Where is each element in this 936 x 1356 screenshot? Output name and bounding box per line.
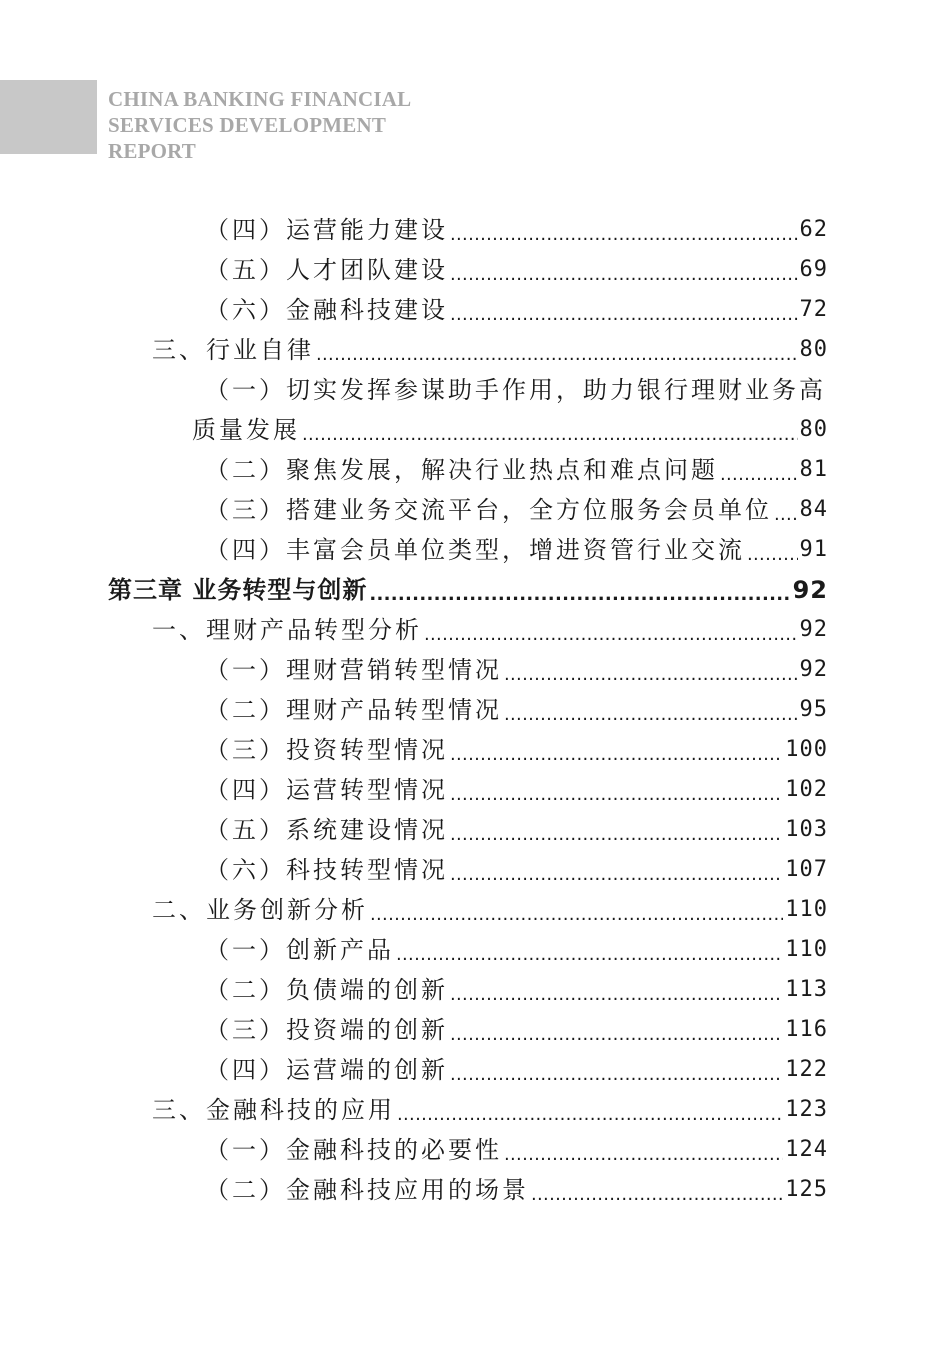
toc-entry-page: 113 <box>785 977 828 1002</box>
toc-entry-page: 80 <box>799 337 828 362</box>
toc-leader-dots <box>450 774 783 806</box>
toc-entry-title: 二、业务创新分析 <box>152 896 368 924</box>
toc-entry-page: 107 <box>785 857 828 882</box>
toc-leader-dots <box>774 494 798 526</box>
toc-leader-dots <box>504 694 798 726</box>
toc-entry[interactable] <box>205 926 828 966</box>
toc-entry-page: 103 <box>785 817 828 842</box>
toc-leader-dots <box>370 894 783 926</box>
toc-entry[interactable] <box>205 446 828 486</box>
toc-entry-page: 92 <box>799 657 828 682</box>
toc-entry[interactable] <box>205 1046 828 1086</box>
toc-leader-dots <box>450 214 798 246</box>
toc-entry-page: 95 <box>799 697 828 722</box>
toc-entry[interactable] <box>205 846 828 886</box>
toc-entry[interactable] <box>152 606 828 646</box>
toc-entry[interactable] <box>205 726 828 766</box>
toc-entry-title: （三）搭建业务交流平台，全方位服务会员单位 <box>205 496 772 524</box>
toc-entry-title: （二）聚焦发展，解决行业热点和难点问题 <box>205 456 718 484</box>
toc-entry-title: （四）运营转型情况 <box>205 776 448 804</box>
toc-entry-title: （四）运营能力建设 <box>205 216 448 244</box>
toc-leader-dots <box>504 654 798 686</box>
toc-entry-title: （一）理财营销转型情况 <box>205 656 502 684</box>
running-header <box>108 86 411 164</box>
toc-leader-dots <box>369 574 790 606</box>
toc-entry-title: 一、理财产品转型分析 <box>152 616 422 644</box>
toc-entry-title: （一）切实发挥参谋助手作用，助力银行理财业务高 <box>205 376 826 404</box>
toc-entry-title: （六）金融科技建设 <box>205 296 448 324</box>
toc-entry-title: （三）投资转型情况 <box>205 736 448 764</box>
toc-leader-dots <box>747 534 798 566</box>
toc-entry-page: 124 <box>785 1137 828 1162</box>
toc-entry-page: 125 <box>785 1177 828 1202</box>
toc-entry[interactable] <box>205 1166 828 1206</box>
toc-chapter-entry[interactable] <box>108 566 828 606</box>
toc-entry-title: （五）人才团队建设 <box>205 256 448 284</box>
toc-entry-page: 84 <box>799 497 828 522</box>
toc-entry-page: 91 <box>799 537 828 562</box>
toc-entry-title: 第三章 业务转型与创新 <box>108 576 368 604</box>
toc-entry-page: 110 <box>785 937 828 962</box>
toc-leader-dots <box>397 1094 783 1126</box>
toc-entry-title: 三、行业自律 <box>152 336 314 364</box>
toc-leader-dots <box>450 1054 783 1086</box>
toc-entry-title: （一）创新产品 <box>205 936 394 964</box>
toc-entry-page: 92 <box>799 617 828 642</box>
toc-leader-dots <box>450 974 783 1006</box>
toc-entry[interactable] <box>152 886 828 926</box>
toc-entry[interactable] <box>205 806 828 846</box>
toc-entry-page: 72 <box>799 297 828 322</box>
toc-leader-dots <box>316 334 798 366</box>
toc-leader-dots <box>450 1014 783 1046</box>
toc-entry[interactable] <box>205 486 828 526</box>
toc-entry-page: 116 <box>785 1017 828 1042</box>
toc-entry-title: （六）科技转型情况 <box>205 856 448 884</box>
toc-leader-dots <box>450 854 783 886</box>
toc-entry[interactable] <box>152 1086 828 1126</box>
toc-entry-title: （二）金融科技应用的场景 <box>205 1176 529 1204</box>
toc-entry[interactable] <box>205 966 828 1006</box>
toc-entry-page: 80 <box>799 417 828 442</box>
toc-entry-title: （三）投资端的创新 <box>205 1016 448 1044</box>
toc-entry[interactable] <box>205 246 828 286</box>
toc-leader-dots <box>424 614 798 646</box>
toc-entry-page: 122 <box>785 1057 828 1082</box>
toc-leader-dots <box>450 814 783 846</box>
running-header-line: CHINA BANKING FINANCIAL <box>108 87 412 111</box>
toc-entry-title: （一）金融科技的必要性 <box>205 1136 502 1164</box>
toc-entry[interactable] <box>205 206 828 246</box>
toc-leader-dots <box>720 454 798 486</box>
toc-entry-title: （二）理财产品转型情况 <box>205 696 502 724</box>
toc-entry-title: 质量发展 <box>192 416 300 444</box>
toc-entry-title: （五）系统建设情况 <box>205 816 448 844</box>
header-gray-block <box>0 80 97 154</box>
toc-leader-dots <box>302 414 798 446</box>
toc-entry[interactable] <box>205 686 828 726</box>
toc-entry-page: 110 <box>785 897 828 922</box>
toc-leader-dots <box>450 254 798 286</box>
toc-entry-page: 62 <box>799 217 828 242</box>
toc-entry-page: 123 <box>785 1097 828 1122</box>
toc-entry-page: 81 <box>799 457 828 482</box>
toc-leader-dots <box>450 734 783 766</box>
toc-leader-dots <box>450 294 798 326</box>
toc-entry-title: （二）负债端的创新 <box>205 976 448 1004</box>
running-header-line: SERVICES DEVELOPMENT <box>108 113 387 137</box>
toc-entry[interactable] <box>205 366 828 406</box>
toc-entry-title: 三、金融科技的应用 <box>152 1096 395 1124</box>
toc-entry-page: 69 <box>799 257 828 282</box>
toc-entry[interactable] <box>205 526 828 566</box>
running-header-line: REPORT <box>108 139 196 163</box>
toc-entry[interactable] <box>152 326 828 366</box>
toc-entry-page: 102 <box>785 777 828 802</box>
toc-entry[interactable] <box>205 766 828 806</box>
toc-leader-dots <box>531 1174 783 1206</box>
toc-entry-title: （四）运营端的创新 <box>205 1056 448 1084</box>
toc-entry-page: 92 <box>792 576 828 604</box>
toc-leader-dots <box>396 934 783 966</box>
toc-entry[interactable] <box>192 406 828 446</box>
toc-entry[interactable] <box>205 1006 828 1046</box>
toc-entry[interactable] <box>205 1126 828 1166</box>
toc-entry[interactable] <box>205 646 828 686</box>
toc-entry[interactable] <box>205 286 828 326</box>
toc-leader-dots <box>504 1134 783 1166</box>
toc-entry-page: 100 <box>785 737 828 762</box>
toc-entry-title: （四）丰富会员单位类型，增进资管行业交流 <box>205 536 745 564</box>
